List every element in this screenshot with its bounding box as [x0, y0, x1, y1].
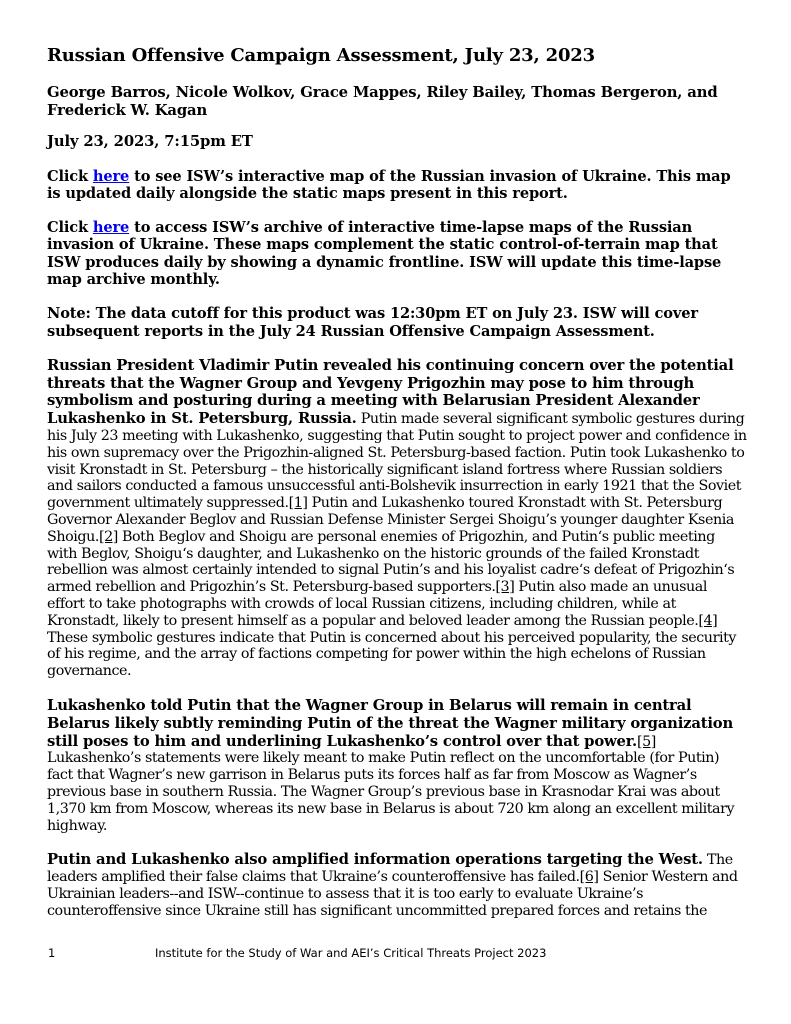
interactive-map-notice: [47, 168, 747, 203]
paragraph-lead: Lukashenko told Putin that the Wagner Group in Belarus will remain in central Belarus likely subtly reminding Putin of the threat the Wagner military organization still poses to him and underlining Lukashenko’s control over that power.: [47, 697, 734, 750]
interactive-map-link[interactable]: here: [92, 167, 130, 185]
map-link-prefix: Click: [47, 167, 93, 185]
data-cutoff-note: Note: The data cutoff for this product was 12:30pm ET on July 23. ISW will cover subsequent reports in the July 24 Russian Offensive Campaign Assessment.: [47, 305, 698, 340]
footnote-link-6[interactable]: [6]: [579, 869, 599, 886]
paragraph-text: Senior Western and Ukrainian leaders--and ISW--continue to assess that it is too early to evaluate Ukraine’s counteroffensive since Ukraine still has significant uncommitted prepared forces and retains the: [47, 869, 738, 919]
paragraph-text: Lukashenko’s statements were likely meant to make Putin reflect on the uncomfortable (for Putin) fact that Wagner’s new garrison in Belarus puts its forces half as far from Moscow as Wagner’s previous base in southern Russia. The Wagner Group’s previous base in Krasnodar Krai was about 1,370 km from Moscow, whereas its new base in Belarus is about 720 km along an excellent military highway.: [47, 750, 735, 834]
paragraph-lead: Putin and Lukashenko also amplified information operations targeting the West.: [47, 851, 703, 869]
time-lapse-archive-notice: [47, 219, 747, 288]
paragraph-text: Putin also made an unusual effort to take photographs with crowds of local Russian citizens, including children, while at Kronstadt, likely to present himself as a popular and beloved leader among the Russian people.: [47, 579, 707, 629]
archive-link-prefix: Click: [47, 219, 93, 237]
time-lapse-archive-link[interactable]: here: [92, 219, 130, 237]
paragraph-putin-symbolism: [47, 357, 747, 680]
paragraph-text: These symbolic gestures indicate that Putin is concerned about his perceived popularity, the security of his regime, and the array of factions competing for power within the high echelons of Russian governance.: [47, 629, 736, 680]
paragraph-text: Putin made several significant symbolic gestures during his July 23 meeting with Lukashenko, suggesting that Putin sought to project power and confidence in his own supremacy over the Prigozhin-aligned St. Petersburg-based faction. Putin took Lukashenko to visit Kronstadt in St. Petersburg – the historically significant island fortress where Russian soldiers and sailors conducted a famous unsuccessful anti-Bolshevik insurrection in early 1921 that the Soviet government ultimately suppressed.: [47, 411, 747, 512]
footnote-link-5[interactable]: [5]: [636, 733, 656, 750]
footnote-link-4[interactable]: [4]: [698, 612, 718, 629]
report-datetime: July 23, 2023, 7:15pm ET: [47, 133, 253, 150]
footer-organization: Institute for the Study of War and AEI’s Critical Threats Project 2023: [155, 946, 547, 960]
report-title: Russian Offensive Campaign Assessment, July 23, 2023: [47, 45, 595, 66]
archive-link-suffix: to access ISW’s archive of interactive time-lapse maps of the Russian invasion of Ukraine. These maps complement the static control-of-terrain map that ISW produces daily by showing a dynamic frontline. ISW will update this time-lapse map archive monthly.: [47, 219, 722, 288]
paragraph-lead: Russian President Vladimir Putin revealed his continuing concern over the potential threats that the Wagner Group and Yevgeny Prigozhin may pose to him through symbolism and posturing during a meeting with Belarusian President Alexander Lukashenko in St. Petersburg, Russia.: [47, 356, 734, 428]
page-number: 1: [48, 946, 56, 960]
map-link-suffix: to see ISW’s interactive map of the Russian invasion of Ukraine. This map is updated daily alongside the static maps present in this report.: [47, 167, 731, 202]
paragraph-text: Both Beglov and Shoigu are personal enemies of Prigozhin, and Putin‘s public meeting with Beglov, Shoigu‘s daughter, and Lukashenko on the historic grounds of the failed Kronstadt rebellion was almost certainly intended to signal Putin’s and his loyalist cadre‘s defeat of Prigozhin‘s armed rebellion and Prigozhin’s St. Petersburg-based supporters.: [47, 528, 735, 596]
footnote-link-1[interactable]: [1]: [288, 495, 308, 512]
paragraph-text: The leaders amplified their false claims that Ukraine’s counteroffensive has failed.: [47, 852, 733, 886]
paragraph-text: Putin and Lukashenko toured Kronstadt with St. Petersburg Governor Alexander Beglov and Russian Defense Minister Sergei Shoigu’s younger daughter Ksenia Shoigu.: [47, 495, 734, 545]
footnote-link-2[interactable]: [2]: [98, 528, 118, 545]
author-list: George Barros, Nicole Wolkov, Grace Mappes, Riley Bailey, Thomas Bergeron, and Frederick W. Kagan: [47, 84, 718, 119]
paragraph-information-operations: [47, 851, 747, 919]
document-content: [47, 45, 747, 937]
footnote-link-3[interactable]: [3]: [495, 579, 515, 596]
paragraph-wagner-belarus: [47, 697, 747, 834]
